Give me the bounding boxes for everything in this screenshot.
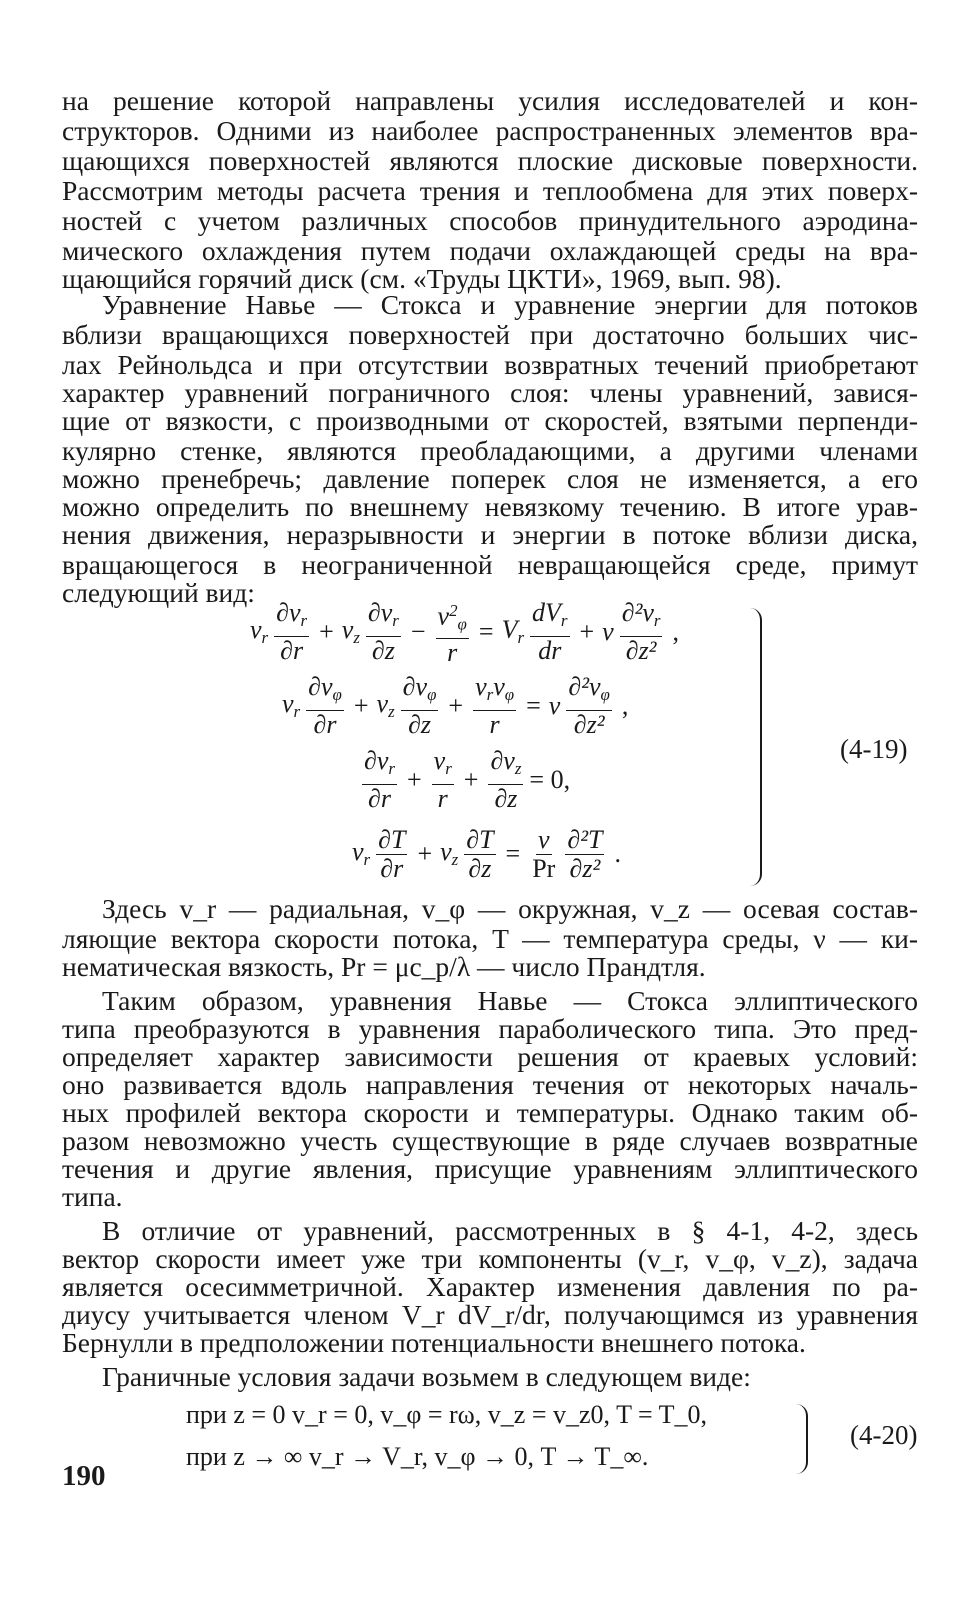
text-line: В отличие от уравнений, рассмотренных в § 4-1, 4-2, здесь bbox=[102, 1215, 918, 1246]
text-line: Здесь v_r — радиальная, v_φ — окружная, v_z — осевая состав- bbox=[102, 893, 918, 924]
text-line: Уравнение Навье — Стокса и уравнение энергии для потоков bbox=[102, 289, 918, 320]
text-line: нематическая вязкость, Pr = μc_p/λ — число Прандтля. bbox=[62, 951, 706, 982]
equation-momentum-tangential: $v_r$ $\frac{\partial v_\varphi}{\partial r}$ + $v_z$ $\frac{\partial v_\varphi}{\partial z}$ + $\frac{v_rv_\varphi}{r}$ = ν $\frac{\partial^2v_\varphi}{\text{∂z²}}$ , bbox=[282, 672, 629, 739]
text-line: можно определить по внешнему невязкому течению. В итоге урав- bbox=[62, 491, 918, 522]
right-brace bbox=[744, 608, 762, 886]
text-line: мического охлаждения путем подачи охлаждающей среды на вра- bbox=[62, 235, 918, 266]
text-line: структоров. Одними из наиболее распространенных элементов вра- bbox=[62, 115, 918, 146]
text-line: определяет характер зависимости решения от краевых условий: bbox=[62, 1041, 918, 1072]
text-line: на решение которой направлены усилия исследователей и кон- bbox=[62, 85, 918, 116]
boundary-condition-infinity: при z → ∞ v_r → V_r, v_φ → 0, T → T_∞. bbox=[186, 1442, 649, 1471]
text-line: вблизи вращающихся поверхностей при достаточно больших чис- bbox=[62, 319, 918, 350]
text-line: Таким образом, уравнения Навье — Стокса эллиптического bbox=[102, 985, 918, 1016]
text-line: типа преобразуются в уравнения параболического типа. Это пред- bbox=[62, 1013, 918, 1044]
equation-number: (4-20) bbox=[850, 1420, 918, 1450]
text-line: Рассмотрим методы расчета трения и теплообмена для этих поверх- bbox=[62, 175, 918, 206]
text-line: нения движения, неразрывности и энергии в потоке вблизи диска, bbox=[62, 519, 918, 550]
text-line: кулярно стенке, являются преобладающими, а другими членами bbox=[62, 435, 918, 466]
boundary-condition-wall: при z = 0 v_r = 0, v_φ = rω, v_z = v_z0, T = T_0, bbox=[186, 1400, 708, 1429]
text-line: ных профилей вектора скорости и температуры. Однако таким об- bbox=[62, 1097, 918, 1128]
page-number: 190 bbox=[62, 1460, 106, 1492]
text-line: течения и другие явления, присущие уравнениям эллиптического bbox=[62, 1153, 918, 1184]
text-line: лах Рейнольдса и при отсутствии возвратных течений приобретают bbox=[62, 349, 918, 380]
text-line: можно пренебречь; давление поперек слоя не изменяется, а его bbox=[62, 463, 918, 494]
text-line: оно развивается вдоль направления течения от некоторых началь- bbox=[62, 1069, 918, 1100]
equation-continuity: $\frac{\partial v_r}{\partial r}$ + $\frac{v_r}{r}$ + $\frac{\partial v_z}{\partial z}$ = 0, bbox=[364, 746, 571, 813]
text-line: Бернулли в предположении потенциальности внешнего потока. bbox=[62, 1327, 806, 1358]
right-brace bbox=[794, 1404, 808, 1474]
text-line: щающихся поверхностей являются плоские дисковые поверхности. bbox=[62, 145, 918, 176]
equation-energy: $v_r$ $\frac{\partial T}{\partial r}$ + $v_z$ $\frac{\partial T}{\partial z}$ = $\frac{\nu}{Pr}$ $\frac{\text{∂²T}}{\text{∂z²}}$ . bbox=[352, 824, 621, 883]
text-line: щающийся горячий диск (см. «Труды ЦКТИ», 1969, вып. 98). bbox=[62, 263, 782, 294]
equation-number: (4-19) bbox=[840, 734, 908, 764]
text-line: щие от вязкости, с производными от скоростей, взятыми перпенди- bbox=[62, 405, 918, 436]
text-line: вектор скорости имеет уже три компоненты (v_r, v_φ, v_z), задача bbox=[62, 1243, 918, 1274]
text-line: характер уравнений пограничного слоя: члены уравнений, завися- bbox=[62, 377, 918, 408]
text-line: типа. bbox=[62, 1181, 123, 1212]
text-line: следующий вид: bbox=[62, 577, 255, 608]
equation-momentum-radial: $v_r$ $\frac{\partial v_r}{\partial r}$ + $v_z$ $\frac{\partial v_r}{\partial z}$ − $\frac{v^2_\varphi}{r}$ = $V_r$ $\frac{dV_r}{dr}$ + ν $\frac{\partial^2v_r}{\text{∂z²}}$ , bbox=[250, 598, 679, 668]
text-line: Граничные условия задачи возьмем в следующем виде: bbox=[102, 1361, 751, 1392]
text-line: вращающегося в неограниченной невращающейся среде, примут bbox=[62, 549, 918, 580]
text-line: ностей с учетом различных способов принудительного аэродина- bbox=[62, 205, 918, 236]
text-line: является осесимметричной. Характер изменения давления по ра- bbox=[62, 1271, 918, 1302]
text-line: разом невозможно учесть существующие в ряде случаев возвратные bbox=[62, 1125, 918, 1156]
text-line: ляющие вектора скорости потока, T — температура среды, ν — ки- bbox=[62, 923, 918, 954]
text-line: диусу учитывается членом V_r dV_r/dr, получающимся из уравнения bbox=[62, 1299, 918, 1330]
